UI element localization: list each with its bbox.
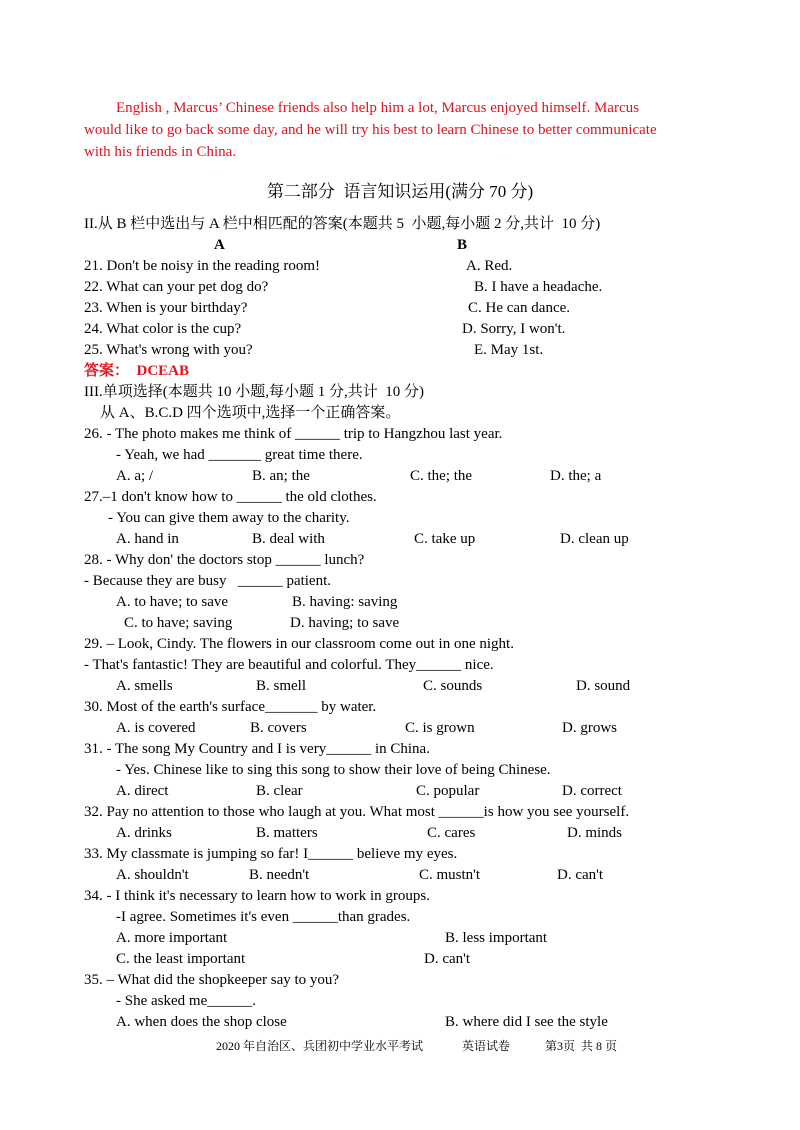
option-b: B. covers: [250, 720, 307, 736]
option-b: B. having: saving: [292, 594, 398, 610]
question-35-reply: - She asked me______.: [116, 993, 256, 1009]
footer-subject: 英语试卷: [462, 1039, 511, 1053]
option-b: B. needn't: [249, 867, 310, 883]
option-b: B. an; the: [252, 468, 310, 484]
option-b: B. deal with: [252, 531, 325, 547]
match-answer-b: B. I have a headache.: [474, 279, 603, 295]
option-d: D. minds: [567, 825, 623, 841]
section-3-instruction: 从 A、B.C.D 四个选项中,选择一个正确答案。: [100, 405, 401, 421]
option-c: C. cares: [427, 825, 476, 841]
option-c: C. to have; saving: [124, 615, 233, 631]
option-a: A. a; /: [116, 468, 154, 484]
intro-line-2: would like to go back some day, and he will try his best to learn Chinese to better communicate: [84, 122, 657, 138]
question-29: 29. – Look, Cindy. The flowers in our classroom come out in one night.: [84, 636, 514, 652]
match-answer-c: C. He can dance.: [468, 300, 571, 316]
question-35: 35. – What did the shopkeeper say to you?: [84, 972, 340, 988]
question-34-reply: -I agree. Sometimes it's even ______than grades.: [116, 909, 411, 925]
match-answer-d: D. Sorry, I won't.: [462, 321, 566, 337]
option-d: D. can't: [424, 951, 471, 967]
question-30: 30. Most of the earth's surface_______ by water.: [84, 699, 377, 715]
answer-key: 答案： DCEAB: [84, 363, 190, 379]
intro-line-3: with his friends in China.: [84, 144, 237, 160]
footer-exam-title: 2020 年自治区、兵团初中学业水平考试: [216, 1039, 424, 1053]
column-b-header: B: [457, 237, 468, 253]
question-34: 34. - I think it's necessary to learn how to work in groups.: [84, 888, 430, 904]
option-d: D. clean up: [560, 531, 629, 547]
option-d: D. sound: [576, 678, 631, 694]
option-a: A. is covered: [116, 720, 196, 736]
question-26: 26. - The photo makes me think of ______ trip to Hangzhou last year.: [84, 426, 503, 442]
option-a: A. smells: [116, 678, 173, 694]
option-a: A. shouldn't: [116, 867, 189, 883]
option-b: B. matters: [256, 825, 318, 841]
option-a: A. more important: [116, 930, 228, 946]
section-2-heading: II.从 B 栏中选出与 A 栏中相匹配的答案(本题共 5 小题,每小题 2 分,共计 10 分): [84, 216, 601, 232]
option-a: A. drinks: [116, 825, 172, 841]
option-d: D. the; a: [550, 468, 602, 484]
question-33: 33. My classmate is jumping so far! I______ believe my eyes.: [84, 846, 458, 862]
option-b: B. less important: [445, 930, 548, 946]
option-a: A. direct: [116, 783, 169, 799]
match-item-22: 22. What can your pet dog do?: [84, 279, 269, 295]
option-d: D. can't: [557, 867, 604, 883]
question-29-reply: - That's fantastic! They are beautiful and colorful. They______ nice.: [84, 657, 494, 673]
question-31-reply: - Yes. Chinese like to sing this song to show their love of being Chinese.: [116, 762, 551, 778]
question-28-reply: - Because they are busy ______ patient.: [84, 573, 332, 589]
question-28: 28. - Why don' the doctors stop ______ lunch?: [84, 552, 365, 568]
question-31: 31. - The song My Country and I is very______ in China.: [84, 741, 430, 757]
question-32: 32. Pay no attention to those who laugh at you. What most ______is how you see yourself.: [84, 804, 630, 820]
match-answer-e: E. May 1st.: [474, 342, 544, 358]
option-d: D. having; to save: [290, 615, 400, 631]
match-item-21: 21. Don't be noisy in the reading room!: [84, 258, 320, 274]
option-a: A. hand in: [116, 531, 179, 547]
option-c: C. the; the: [410, 468, 473, 484]
column-a-header: A: [214, 237, 225, 253]
option-c: C. popular: [416, 783, 480, 799]
footer-page-number: 第3页 共 8 页: [545, 1039, 618, 1053]
question-26-reply: - Yeah, we had _______ great time there.: [116, 447, 363, 463]
option-c: C. take up: [414, 531, 476, 547]
section-3-heading: III.单项选择(本题共 10 小题,每小题 1 分,共计 10 分): [84, 384, 424, 400]
part-title: 第二部分 语言知识运用(满分 70 分): [266, 182, 534, 201]
option-d: D. correct: [562, 783, 622, 799]
intro-line-1: English , Marcus’ Chinese friends also help him a lot, Marcus enjoyed himself. Marcus: [116, 100, 639, 116]
option-a: A. when does the shop close: [116, 1014, 287, 1030]
question-27-reply: - You can give them away to the charity.: [108, 510, 350, 526]
option-c: C. is grown: [405, 720, 475, 736]
option-a: A. to have; to save: [116, 594, 229, 610]
option-d: D. grows: [562, 720, 617, 736]
option-c: C. sounds: [423, 678, 483, 694]
match-item-25: 25. What's wrong with you?: [84, 342, 253, 358]
option-c: C. the least important: [116, 951, 246, 967]
match-answer-a: A. Red.: [466, 258, 513, 274]
match-item-23: 23. When is your birthday?: [84, 300, 248, 316]
question-27: 27.–1 don't know how to ______ the old clothes.: [84, 489, 377, 505]
option-b: B. smell: [256, 678, 307, 694]
option-b: B. where did I see the style: [445, 1014, 608, 1030]
match-item-24: 24. What color is the cup?: [84, 321, 242, 337]
option-c: C. mustn't: [419, 867, 481, 883]
option-b: B. clear: [256, 783, 303, 799]
